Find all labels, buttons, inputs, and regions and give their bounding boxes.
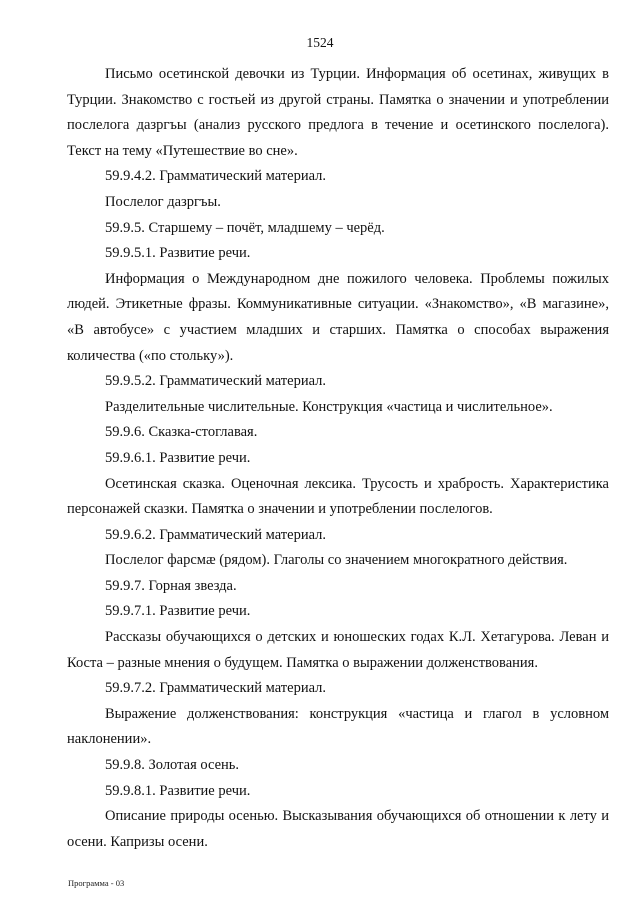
- section-heading: 59.9.5.2. Грамматический материал.: [105, 373, 326, 390]
- page-number: 1524: [306, 35, 334, 50]
- paragraph: Осетинская сказка. Оценочная лексика. Трусость и храбрость. Характеристика персонажей сказки. Памятка о значении и употреблении послелогов.: [67, 475, 609, 518]
- section-heading: 59.9.7.1. Развитие речи.: [105, 603, 251, 620]
- section-heading: 59.9.8.1. Развитие речи.: [105, 782, 251, 799]
- paragraph: Разделительные числительные. Конструкция «частица и числительное».: [105, 398, 553, 415]
- section-heading: 59.9.5. Старшему – почёт, младшему – черёд.: [105, 219, 385, 236]
- section-heading: 59.9.7.2. Грамматический материал.: [105, 680, 326, 697]
- section-heading: 59.9.7. Горная звезда.: [105, 577, 237, 594]
- section-heading: 59.9.5.1. Развитие речи.: [105, 245, 251, 262]
- section-heading: 59.9.6.1. Развитие речи.: [105, 449, 251, 466]
- paragraph: Письмо осетинской девочки из Турции. Информация об осетинах, живущих в Турции. Знакомство с гостьей из другой страны. Памятка о значении и употреблении послелога дазргъы (анализ русского предлога в течение и осетинского послелога). Текст на тему «Путешествие во сне».: [67, 66, 609, 159]
- section-heading: 59.9.6. Сказка-стоглавая.: [105, 424, 258, 441]
- paragraph: Рассказы обучающихся о детских и юношеских годах К.Л. Хетагурова. Леван и Коста – разные мнения о будущем. Памятка о выражении долженствования.: [67, 629, 609, 671]
- paragraph: Описание природы осенью. Высказывания обучающихся об отношении к лету и осени. Капризы осени.: [67, 808, 609, 850]
- paragraph: Выражение долженствования: конструкция «частица и глагол в условном наклонении».: [67, 705, 609, 748]
- paragraph: Послелог дазргъы.: [105, 193, 221, 210]
- section-heading: 59.9.4.2. Грамматический материал.: [105, 168, 326, 185]
- document-body: [67, 62, 609, 855]
- section-heading: 59.9.6.2. Грамматический материал.: [105, 526, 326, 543]
- section-heading: 59.9.8. Золотая осень.: [105, 757, 240, 774]
- paragraph: Послелог фарсмæ (рядом). Глаголы со значением многократного действия.: [105, 552, 568, 569]
- page-footer: Программа - 03: [68, 878, 125, 888]
- paragraph: Информация о Международном дне пожилого человека. Проблемы пожилых людей. Этикетные фразы. Коммуникативные ситуации. «Знакомство», «В магазине», «В автобусе» с участием младших и старших. Памятка о способах выражения количества («по стольку»).: [67, 270, 609, 364]
